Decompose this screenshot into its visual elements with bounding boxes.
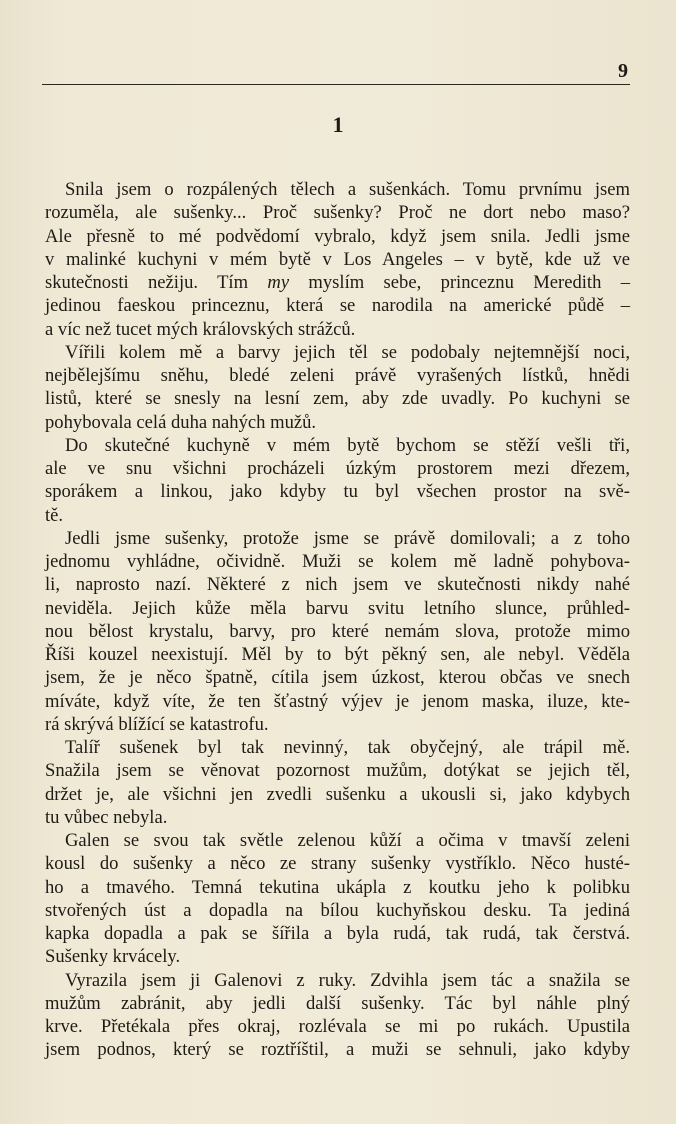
text-line: stvořených úst a dopadla na bílou kuchyňskou desku. Ta jediná [45,899,630,921]
text-line: jedinou faeskou princeznu, která se narodila na americké půdě – [45,295,630,317]
text-line: tu vůbec nebyla. [45,806,168,828]
text-line: nou bělost krystalu, barvy, pro které nemám slova, protože mimo [45,620,630,642]
text-line: Galen se svou tak světle zelenou kůží a očima v tmavší zeleni [65,830,630,851]
text-line: tě. [45,504,64,526]
text-line: Jedli jsme sušenky, protože jsme se právě domilovali; a z toho [65,527,630,549]
text-line: listů, které se snesly na lesní zem, aby zde uvadly. Po kuchyni se [45,388,630,410]
text-line: kousl do sušenky a něco ze strany sušenky vystříklo. Něco husté- [45,853,630,875]
text-line: jednomu vyhládne, očividně. Muži se kolem mě ladně pohybova- [45,551,630,572]
text-line: rozuměla, ale sušenky... Proč sušenky? Proč ne dort nebo maso? [45,202,630,224]
text-line: Ale přesně to mé podvědomí vybralo, když jsem snila. Jedli jsme [45,225,630,247]
text-line: kapka dopadla a pak se šířila a byla rudá, tak rudá, tak čerstvá. [45,923,630,944]
text-line: nejbělejšímu sněhu, bledé zeleni právě vyrašených lístků, hnědi [45,365,630,386]
text-line: jsem podnos, který se roztříštil, a muži se sehnuli, jako kdyby [45,1039,630,1061]
chapter-number: 1 [332,112,344,137]
text-line: Říši kouzel neexistují. Měl by to být pěkný sen, ale nebyl. Věděla [45,644,630,665]
text-line: sporákem a linkou, jako kdyby tu byl všechen prostor na svě- [45,481,630,503]
text-line: krve. Přetékala přes okraj, rozlévala se mi po rukách. Upustila [45,1016,630,1037]
text-line: skutečnosti nežiju. Tím my myslím sebe, princeznu Meredith – [45,272,630,293]
paragraph [45,341,630,434]
text-line: rá skrývá blížící se katastrofu. [45,713,269,735]
paragraph [45,434,630,527]
text-line: Vyrazila jsem ji Galenovi z ruky. Zdvihla jsem tác a snažila se [65,969,630,991]
paragraph [45,736,630,829]
text-line: míváte, když víte, že ten šťastný výjev je jenom maska, iluze, kte- [45,690,630,712]
text-line: Talíř sušenek byl tak nevinný, tak obyčejný, ale trápil mě. [65,737,630,758]
paragraph [45,829,630,969]
text-line: li, naprosto nazí. Některé z nich jsem ve skutečnosti nikdy nahé [45,574,630,596]
paragraph [45,527,630,736]
running-head [42,58,630,85]
paragraph [45,969,630,1062]
text-line: mužům zabránit, aby jedli další sušenky. Tác byl náhle plný [45,992,630,1014]
text-line: Snažila jsem se věnovat pozornost mužům, dotýkat se jejich těl, [45,760,630,782]
text-line: pohybovala celá duha nahých mužů. [45,411,317,433]
text-line: v malinké kuchyni v mém bytě v Los Angeles – v bytě, kde už ve [45,248,630,270]
text-line: Vířili kolem mě a barvy jejich těl se podobaly nejtemnější noci, [65,341,630,363]
text-line: jsem, že je něco špatně, cítila jsem úzkost, kterou občas ve snech [45,667,630,689]
paragraph [45,178,630,341]
page-number: 9 [618,60,628,82]
text-line: ho a tmavého. Temná tekutina ukápla z koutku jeho k polibku [45,876,630,898]
chapter-body-text [45,178,630,1062]
text-line: ale ve snu všichni procházeli úzkým prostorem mezi dřezem, [45,458,630,479]
text-line: Do skutečné kuchyně v mém bytě bychom se stěží vešli tři, [65,434,630,456]
text-line: neviděla. Jejich kůže měla barvu svitu letního slunce, průhled- [45,597,630,619]
text-line: a víc než tucet mých královských strážců. [45,318,356,340]
text-line: Snila jsem o rozpálených tělech a sušenkách. Tomu prvnímu jsem [65,179,630,200]
text-line: držet je, ale všichni jen zvedli sušenku a ukousli si, jako kdybych [45,783,630,805]
text-line: Sušenky krvácely. [45,946,181,968]
